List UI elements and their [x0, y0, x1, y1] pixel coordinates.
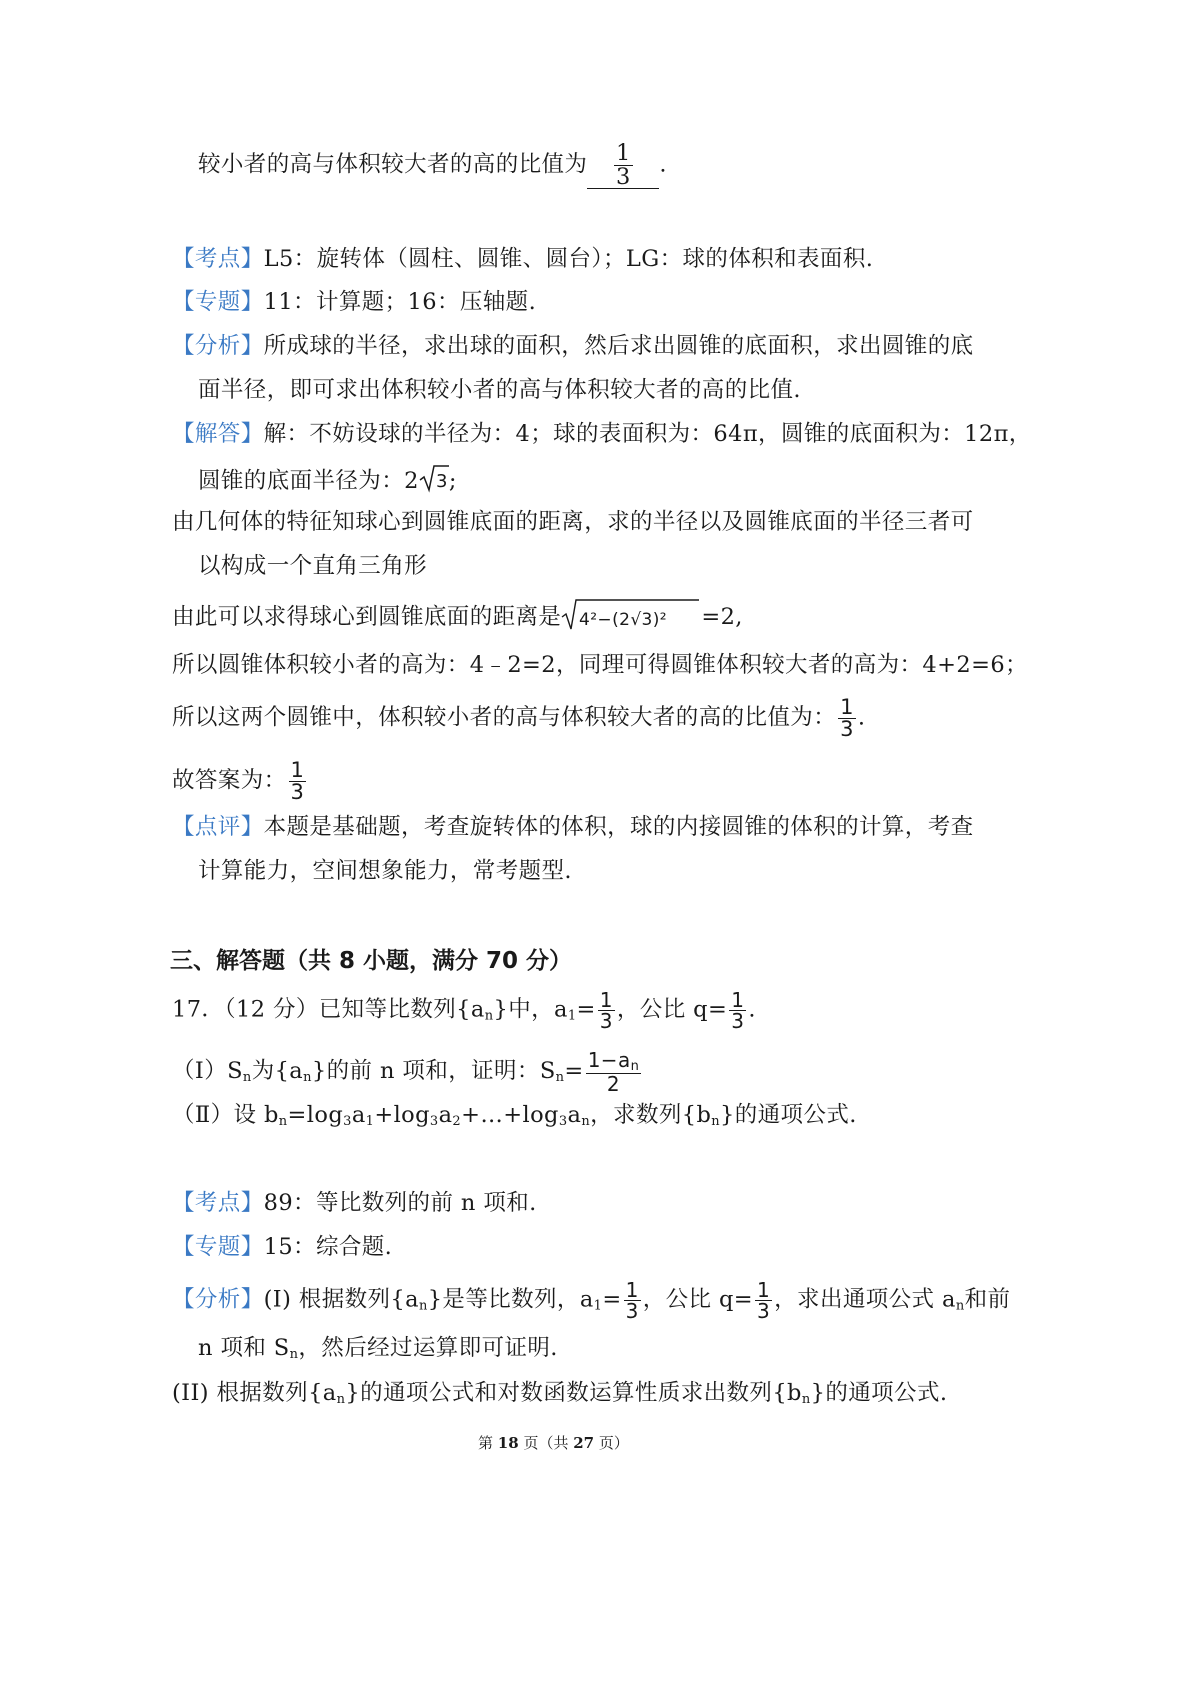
zhuanti-text: 11：计算题；16：压轴题.	[263, 289, 537, 315]
q16-line-4	[198, 551, 427, 581]
sub-n: n	[418, 1298, 428, 1314]
sub-n: n	[278, 1114, 288, 1129]
fenxi-text-a: (I) 根据数列{a	[263, 1286, 419, 1313]
sqrt-symbol-icon	[419, 463, 449, 493]
heights-text: 所以圆锥体积较小者的高为：4﹣2=2，同理可得圆锥体积较大者的高为：4+2=6；	[172, 652, 1028, 678]
q16-dianping-1	[172, 812, 974, 842]
stem-text-a: 17．（12 分）已知等比数列{a	[172, 996, 485, 1023]
q16-jieda-2	[198, 463, 457, 501]
fenxi-text-2b: ，然后经过运算即可证明.	[298, 1335, 558, 1361]
dianping-text: 本题是基础题，考查旋转体的体积，球的内接圆锥的体积的计算，考查	[263, 814, 974, 840]
q17-kaodian	[172, 1188, 537, 1218]
q17-part1	[172, 1050, 643, 1094]
equals: =	[576, 996, 596, 1023]
jieda-text: 解：不妨设球的半径为：4；球的表面积为：64π，圆锥的底面积为：12π，	[263, 421, 1032, 447]
kaodian-tag: 【考点】	[172, 1190, 264, 1216]
q-numerator: 1	[731, 988, 745, 1012]
a-term: a	[438, 1102, 453, 1128]
stem-text-d: ，公比 q=	[616, 996, 728, 1023]
page-number: 18	[497, 1434, 519, 1452]
q16-line-6	[172, 650, 1028, 680]
jieda-tag: 【解答】	[172, 421, 264, 447]
svg-text:3: 3	[435, 471, 448, 492]
part2-label: （Ⅱ）设 b	[172, 1102, 279, 1128]
log-a: =log	[287, 1102, 344, 1128]
period: .	[659, 151, 667, 178]
answer-numerator: 1	[615, 140, 631, 166]
final-answer-fraction	[289, 760, 307, 803]
fenxi-text-3a: (II) 根据数列{a	[172, 1380, 337, 1406]
sub-n: n	[711, 1114, 721, 1129]
sub-3: 3	[429, 1114, 439, 1129]
q16-fenxi-1	[172, 331, 974, 361]
fenxi-text: 所成球的半径，求出球的面积，然后求出圆锥的底面积，求出圆锥的底	[263, 333, 974, 359]
a1-denominator: 3	[599, 1009, 613, 1033]
distance-formula	[561, 597, 701, 639]
dianping-text-2: 计算能力，空间想象能力，常考题型.	[198, 858, 572, 884]
total-pages: 27	[573, 1434, 595, 1452]
answer-blank	[587, 142, 659, 189]
period: .	[857, 704, 866, 731]
fenxi-text-b: }是等比数列，a	[427, 1286, 594, 1313]
section-heading: 三、解答题（共 8 小题，满分 70 分）	[170, 948, 573, 974]
log-b: +log	[374, 1102, 430, 1128]
sub-n: n	[555, 1070, 565, 1085]
equals: =	[602, 1286, 622, 1313]
sub-1: 1	[365, 1114, 375, 1129]
sqrt-3	[419, 463, 449, 501]
q16-dianping-2	[198, 856, 572, 886]
ratio-denominator: 3	[840, 717, 854, 741]
answer-fraction	[614, 142, 633, 188]
answer-prompt: 较小者的高与体积较大者的高的比值为	[198, 151, 588, 178]
fenxi-text-d: ，公比 q=	[642, 1286, 754, 1313]
q16-zhuanti	[172, 287, 536, 317]
ratio-text: 所以这两个圆锥中，体积较小者的高与体积较大者的高的比值为：	[172, 704, 837, 731]
q16-line-5	[172, 597, 743, 639]
svg-text:4²−(2√3)²: 4²−(2√3)²	[579, 610, 668, 630]
part2-text-i: }的通项公式.	[720, 1102, 857, 1128]
sub-3: 3	[343, 1114, 352, 1129]
q16-fenxi-2	[198, 375, 801, 405]
a1-fraction	[624, 1280, 641, 1321]
a1-denominator: 3	[625, 1299, 639, 1323]
q16-answer-line	[198, 142, 667, 189]
fenxi-text-e: ，求出通项公式 a	[774, 1286, 956, 1313]
sn-denominator: 2	[586, 1073, 642, 1094]
final-answer-label: 故答案为：	[172, 767, 287, 794]
q-denominator: 3	[757, 1299, 771, 1323]
page-footer	[478, 1432, 629, 1453]
part1-label: （Ⅰ）S	[172, 1058, 243, 1084]
sub-1: 1	[593, 1298, 603, 1314]
period: .	[748, 996, 756, 1023]
q17-fenxi-2	[198, 1333, 558, 1370]
sub-n: n	[289, 1347, 299, 1362]
footer-prefix: 第	[478, 1434, 494, 1452]
sn-numerator-text: 1−a	[587, 1048, 631, 1072]
radius-prefix: 圆锥的底面半径为：2	[198, 468, 419, 494]
distance-prefix: 由此可以求得球心到圆锥底面的距离是	[172, 604, 562, 630]
sub-n: n	[801, 1392, 811, 1407]
q17-part2	[172, 1100, 857, 1137]
sub-3: 3	[558, 1114, 568, 1129]
fenxi-text-2: 面半径，即可求出体积较小者的高与体积较大者的高的比值.	[198, 377, 801, 403]
fenxi-text-3c: }的通项公式.	[810, 1380, 948, 1406]
fenxi-text-3b: }的通项公式和对数函数运算性质求出数列{b	[345, 1380, 802, 1406]
reasoning-text: 由几何体的特征知球心到圆锥底面的距离，求的半径以及圆锥底面的半径三者可	[172, 509, 974, 535]
ratio-fraction	[838, 697, 856, 740]
fenxi-tag: 【分析】	[172, 333, 264, 359]
footer-mid: 页（共	[523, 1434, 569, 1452]
q-fraction	[755, 1280, 772, 1321]
dianping-tag: 【点评】	[172, 814, 264, 840]
sub-n: n	[581, 1114, 591, 1129]
equals: =	[564, 1058, 584, 1084]
q17-stem	[172, 990, 756, 1032]
distance-result: =2,	[701, 604, 743, 630]
sub-2: 2	[452, 1114, 462, 1129]
zhuanti-text: 15：综合题.	[263, 1234, 393, 1260]
a-term: a	[567, 1102, 582, 1128]
reasoning-text-2: 以构成一个直角三角形	[198, 553, 428, 579]
fenxi-text-f: 和前	[964, 1286, 1011, 1313]
part1-text-c: }的前 n 项和，证明：S	[311, 1058, 556, 1084]
zhuanti-tag: 【专题】	[172, 1234, 264, 1260]
fenxi-text-2a: n 项和 S	[198, 1335, 290, 1361]
footer-suffix: 页）	[598, 1434, 629, 1452]
fenxi-tag: 【分析】	[172, 1286, 264, 1313]
final-denominator: 3	[290, 780, 305, 804]
stem-text-b: }中，a	[493, 996, 568, 1023]
q-fraction	[729, 990, 746, 1031]
part1-text-b: 为{a	[251, 1058, 304, 1084]
semicolon: ;	[448, 468, 457, 494]
q17-fenxi-3	[172, 1378, 947, 1415]
kaodian-text: 89：等比数列的前 n 项和.	[263, 1190, 537, 1216]
q17-zhuanti	[172, 1232, 392, 1262]
a-term: a	[351, 1102, 366, 1128]
part2-text-h: ，求数列{b	[590, 1102, 712, 1128]
final-numerator: 1	[290, 758, 305, 782]
ratio-numerator: 1	[840, 695, 854, 719]
q16-line-8	[172, 760, 308, 803]
sn-fraction	[586, 1050, 642, 1094]
log-c: +…+log	[461, 1102, 559, 1128]
q-denominator: 3	[731, 1009, 745, 1033]
q16-line-3	[172, 507, 974, 537]
q-numerator: 1	[757, 1278, 771, 1302]
zhuanti-tag: 【专题】	[172, 289, 264, 315]
sqrt-symbol-icon	[561, 597, 701, 631]
sub-n: n	[955, 1298, 965, 1314]
q16-jieda-1	[172, 419, 1032, 449]
a1-fraction	[598, 990, 615, 1031]
q16-kaodian	[172, 244, 873, 274]
sn-numerator	[586, 1050, 642, 1073]
a1-numerator: 1	[599, 988, 613, 1012]
sub-n: n	[484, 1008, 494, 1024]
kaodian-tag: 【考点】	[172, 246, 264, 272]
sub-n: n	[242, 1070, 252, 1085]
q16-line-7	[172, 697, 865, 740]
sub-1: 1	[567, 1008, 577, 1024]
answer-denominator: 3	[615, 163, 631, 190]
sub-n: n	[336, 1392, 346, 1407]
kaodian-text: L5：旋转体（圆柱、圆锥、圆台）；LG：球的体积和表面积.	[263, 246, 874, 272]
q17-fenxi-1	[172, 1280, 1010, 1322]
sub-n: n	[303, 1070, 312, 1085]
sub-n: n	[630, 1059, 640, 1074]
a1-numerator: 1	[625, 1278, 639, 1302]
